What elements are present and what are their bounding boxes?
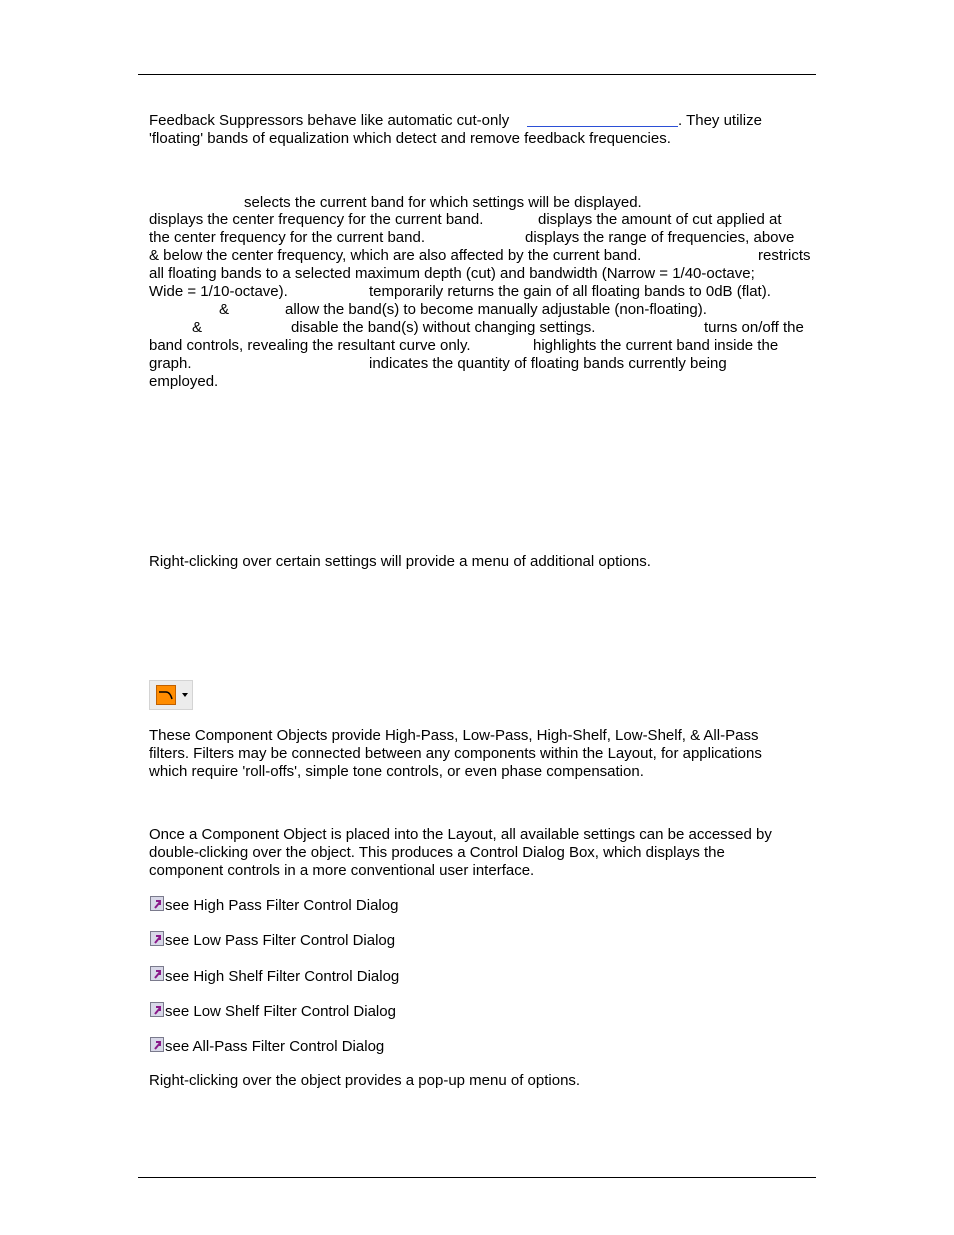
intro-link[interactable] <box>527 126 678 127</box>
jump-icon[interactable] <box>150 1002 164 1017</box>
footer-rule <box>138 1177 816 1178</box>
filters-para-1-line-2: filters. Filters may be connected between any components within the Layout, for applications <box>149 745 762 762</box>
chevron-down-icon <box>182 693 188 697</box>
controls-line-6a: Wide = 1/10-octave). <box>149 283 288 300</box>
jump-icon[interactable] <box>150 931 164 946</box>
filters-para-2-line-1: Once a Component Object is placed into the Layout, all available settings can be accessed by <box>149 826 772 843</box>
filters-para-2-line-3: component controls in a more conventional user interface. <box>149 862 535 879</box>
controls-line-8b: disable the band(s) without changing settings. <box>291 319 596 336</box>
link-low-shelf[interactable]: see Low Shelf Filter Control Dialog <box>165 1003 396 1020</box>
filters-para-1-line-3: which require 'roll-offs', simple tone controls, or even phase compensation. <box>149 763 644 780</box>
controls-line-7a: & <box>219 301 230 318</box>
controls-line-3b: displays the range of frequencies, above <box>525 229 795 246</box>
controls-line-10b: indicates the quantity of floating bands currently being <box>369 355 727 372</box>
jump-icon[interactable] <box>150 1037 164 1052</box>
filters-para-1-line-1: These Component Objects provide High-Pass, Low-Pass, High-Shelf, Low-Shelf, & All-Pass <box>149 727 759 744</box>
link-low-pass[interactable]: see Low Pass Filter Control Dialog <box>165 932 396 949</box>
controls-line-8a: & <box>192 319 203 336</box>
controls-line-9a: band controls, revealing the resultant curve only. <box>149 337 471 354</box>
right-click-note-2: Right-clicking over the object provides a pop-up menu of options. <box>149 1072 581 1089</box>
controls-line-2b: displays the amount of cut applied at <box>538 211 782 228</box>
controls-line-9b: highlights the current band inside the <box>533 337 779 354</box>
link-all-pass[interactable]: see All-Pass Filter Control Dialog <box>165 1038 385 1055</box>
controls-line-7b: allow the band(s) to become manually adjustable (non-floating). <box>285 301 707 318</box>
right-click-note-1: Right-clicking over certain settings will provide a menu of additional options. <box>149 553 651 570</box>
link-high-pass[interactable]: see High Pass Filter Control Dialog <box>165 897 399 914</box>
controls-line-2a: displays the center frequency for the current band. <box>149 211 484 228</box>
intro-line-1b: . They utilize <box>678 112 762 129</box>
controls-line-5: all floating bands to a selected maximum depth (cut) and bandwidth (Narrow = 1/40-octave; <box>149 265 755 282</box>
jump-icon[interactable] <box>150 966 164 981</box>
filters-para-2-line-2: double-clicking over the object. This produces a Control Dialog Box, which displays the <box>149 844 725 861</box>
controls-line-11: employed. <box>149 373 219 390</box>
controls-line-10a: graph. <box>149 355 192 372</box>
filter-dropdown-icon[interactable] <box>149 680 193 710</box>
jump-icon[interactable] <box>150 896 164 911</box>
controls-line-1: selects the current band for which settings will be displayed. <box>244 194 642 211</box>
controls-line-8c: turns on/off the <box>704 319 804 336</box>
header-rule <box>138 74 816 75</box>
controls-line-3a: the center frequency for the current band. <box>149 229 425 246</box>
controls-line-4b: restricts <box>758 247 811 264</box>
intro-line-2: 'floating' bands of equalization which detect and remove feedback frequencies. <box>149 130 671 147</box>
link-high-shelf[interactable]: see High Shelf Filter Control Dialog <box>165 968 400 985</box>
controls-line-6b: temporarily returns the gain of all floating bands to 0dB (flat). <box>369 283 771 300</box>
controls-line-4a: & below the center frequency, which are also affected by the current band. <box>149 247 642 264</box>
intro-line-1a: Feedback Suppressors behave like automatic cut-only <box>149 112 510 129</box>
